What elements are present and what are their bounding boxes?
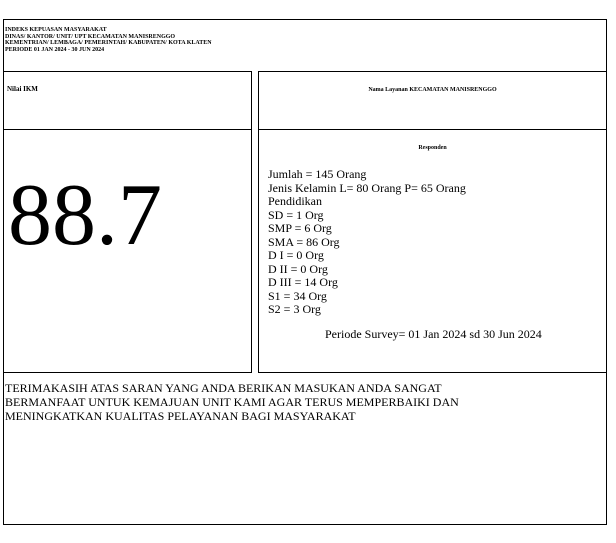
- periode-survey: Periode Survey= 01 Jan 2024 sd 30 Jun 2024: [325, 327, 542, 341]
- pendidikan-item: S2 = 3 Org: [268, 302, 321, 316]
- layanan-label: Nama Layanan KECAMATAN MANISRENGGO: [368, 87, 497, 93]
- header-title: INDEKS KEPUASAN MASYARAKAT: [5, 27, 107, 33]
- responden-title: Responden: [418, 145, 447, 151]
- responden-jenis-kelamin: Jenis Kelamin L= 80 Orang P= 65 Orang: [268, 180, 466, 195]
- layanan-box: [258, 71, 607, 130]
- pendidikan-item: S1 = 34 Org: [268, 288, 327, 303]
- pendidikan-item: D III = 14 Org: [268, 275, 338, 289]
- ikm-label: Nilai IKM: [7, 85, 38, 93]
- header-institution: KEMENTRIAN/ LEMBAGA/ PEMERINTAH/ KABUPATEN/ KOTA KLATEN: [5, 40, 212, 46]
- pendidikan-item: D I = 0 Org: [268, 248, 324, 262]
- responden-box: [258, 129, 607, 373]
- pendidikan-item: D II = 0 Org: [268, 261, 328, 276]
- responden-jumlah: Jumlah = 145 Orang: [268, 167, 367, 181]
- ikm-value-box: [3, 129, 252, 373]
- pendidikan-label: Pendidikan: [268, 194, 322, 208]
- header-period: PERIODE 01 JAN 2024 - 30 JUN 2024: [5, 46, 105, 53]
- thank-you-message: TERIMAKASIH ATAS SARAN YANG ANDA BERIKAN MASUKAN ANDA SANGAT BERMANFAAT UNTUK KEMAJUAN UNIT KAMI AGAR TERUS MEMPERBAIKI DAN MENINGKATKAN KUALITAS PELAYANAN BAGI MASYARAKAT: [5, 381, 459, 423]
- pendidikan-item: SMP = 6 Org: [268, 221, 332, 235]
- ikm-value: 88.7: [8, 167, 162, 264]
- pendidikan-item: SMA = 86 Org: [268, 234, 340, 249]
- pendidikan-item: SD = 1 Org: [268, 207, 324, 222]
- document-header: [5, 27, 212, 53]
- responden-details: [268, 168, 466, 317]
- header-office: DINAS/ KANTOR/ UNIT/ UPT KECAMATAN MANISRENGGO: [5, 33, 176, 40]
- ikm-label-box: [3, 71, 252, 130]
